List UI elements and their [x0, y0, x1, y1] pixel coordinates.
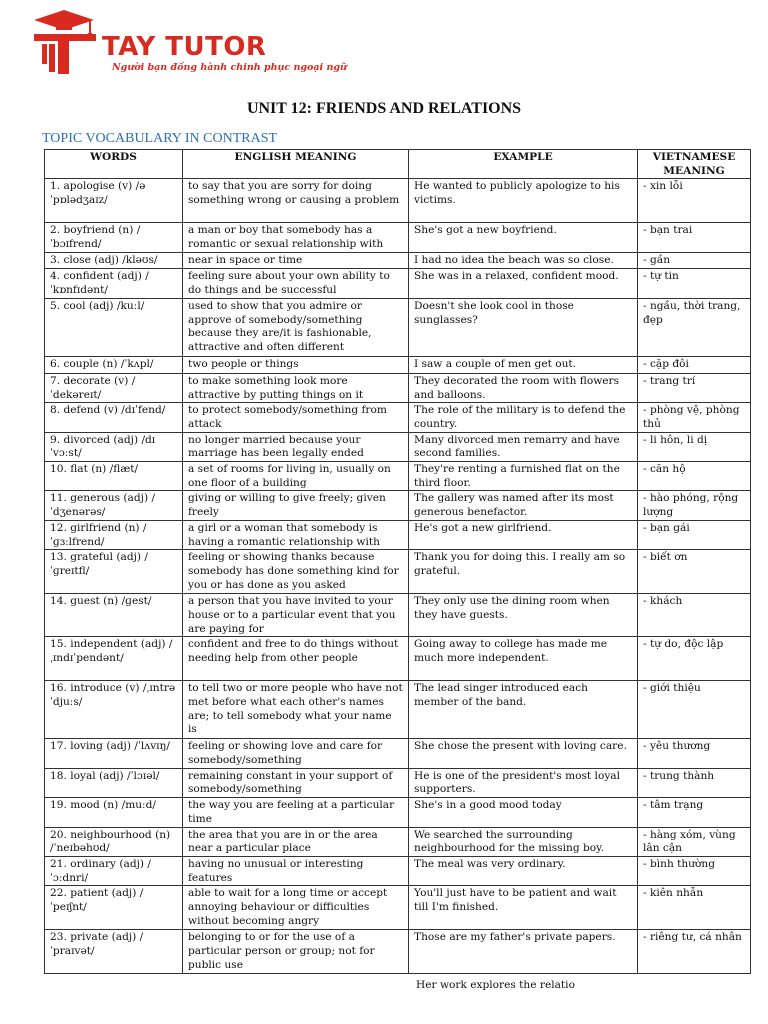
example-cell: The lead singer introduced each member of the band. [409, 681, 638, 739]
word-cell: 22. patient (adj) /ˈpeɪʃnt/ [45, 886, 183, 930]
header-english-meaning: ENGLISH MEANING [183, 150, 409, 179]
example-cell: Doesn't she look cool in those sunglasses? [409, 298, 638, 356]
example-cell: She's got a new boyfriend. [409, 223, 638, 252]
table-row [45, 223, 751, 252]
vietnamese-cell: - cặp đôi [638, 356, 751, 373]
example-cell: They decorated the room with flowers and balloons. [409, 373, 638, 402]
vietnamese-cell: - bình thường [638, 856, 751, 885]
meaning-cell: used to show that you admire or approve of somebody/something because they are/it is fashionable, attractive and often different [183, 298, 409, 356]
word-cell: 19. mood (n) /muːd/ [45, 798, 183, 827]
example-cell: She was in a relaxed, confident mood. [409, 268, 638, 298]
table-row [45, 930, 751, 973]
word-cell: 3. close (adj) /kləʊs/ [45, 252, 183, 268]
meaning-cell: no longer married because your marriage has been legally ended [183, 432, 409, 461]
section-subtitle: TOPIC VOCABULARY IN CONTRAST [42, 131, 278, 146]
meaning-cell: belonging to or for the use of a particular person or group; not for public use [183, 930, 409, 973]
vietnamese-cell: - giới thiệu [638, 681, 751, 739]
vietnamese-cell: - bạn gái [638, 520, 751, 549]
vietnamese-cell: - hàng xóm, vùng lân cận [638, 827, 751, 856]
example-cell: She's in a good mood today [409, 798, 638, 827]
word-cell: 15. independent (adj) /ˌɪndɪˈpendənt/ [45, 637, 183, 681]
word-cell: 9. divorced (adj) /dɪˈvɔːst/ [45, 432, 183, 461]
vietnamese-cell: - gần [638, 252, 751, 268]
word-cell: 5. cool (adj) /kuːl/ [45, 298, 183, 356]
vietnamese-cell: - tự do, độc lập [638, 637, 751, 681]
example-cell: We searched the surrounding neighbourhood for the missing boy. [409, 827, 638, 856]
table-row [45, 637, 751, 681]
meaning-cell: having no unusual or interesting features [183, 856, 409, 885]
table-row [45, 432, 751, 461]
meaning-cell: near in space or time [183, 252, 409, 268]
brand-name: TAY TUTOR [102, 32, 267, 62]
header-example: EXAMPLE [409, 150, 638, 179]
example-cell: Those are my father's private papers. [409, 930, 638, 973]
example-cell: The meal was very ordinary. [409, 856, 638, 885]
word-cell: 18. loyal (adj) /ˈlɔɪəl/ [45, 768, 183, 797]
word-cell: 14. guest (n) /ɡest/ [45, 594, 183, 637]
example-cell: They only use the dining room when they have guests. [409, 594, 638, 637]
table-row [45, 856, 751, 885]
word-cell: 8. defend (v) /dɪˈfend/ [45, 403, 183, 432]
meaning-cell: the area that you are in or the area near a particular place [183, 827, 409, 856]
header-words: WORDS [45, 150, 183, 179]
word-cell: 23. private (adj) /ˈpraɪvət/ [45, 930, 183, 973]
header-vietnamese-meaning: VIETNAMESE MEANING [638, 150, 751, 179]
word-cell: 17. loving (adj) /ˈlʌvɪŋ/ [45, 739, 183, 768]
example-cell: Many divorced men remarry and have second families. [409, 432, 638, 461]
meaning-cell: to tell two or more people who have not met before what each other's names are; to tell somebody what your name is [183, 681, 409, 739]
table-row [45, 298, 751, 356]
vietnamese-cell: - riêng tư, cá nhân [638, 930, 751, 973]
table-row [45, 827, 751, 856]
table-row [45, 491, 751, 520]
example-cell: He's got a new girlfriend. [409, 520, 638, 549]
vietnamese-cell: - căn hộ [638, 462, 751, 491]
vietnamese-cell: - yêu thương [638, 739, 751, 768]
meaning-cell: feeling or showing love and care for somebody/something [183, 739, 409, 768]
example-cell: Going away to college has made me much more independent. [409, 637, 638, 681]
meaning-cell: a set of rooms for living in, usually on one floor of a building [183, 462, 409, 491]
table-row [45, 594, 751, 637]
vietnamese-cell: - trang trí [638, 373, 751, 402]
meaning-cell: confident and free to do things without needing help from other people [183, 637, 409, 681]
word-cell: 11. generous (adj) /ˈdʒenərəs/ [45, 491, 183, 520]
vietnamese-cell: - bạn trai [638, 223, 751, 252]
page-title: UNIT 12: FRIENDS AND RELATIONS [246, 100, 522, 117]
meaning-cell: giving or willing to give freely; given freely [183, 491, 409, 520]
table-row [45, 373, 751, 402]
vietnamese-cell: - hào phóng, rộng lượng [638, 491, 751, 520]
brand-header [28, 8, 368, 78]
example-cell: The role of the military is to defend the country. [409, 403, 638, 432]
meaning-cell: two people or things [183, 356, 409, 373]
word-cell: 6. couple (n) /ˈkʌpl/ [45, 356, 183, 373]
word-cell: 16. introduce (v) /ˌɪntrəˈdjuːs/ [45, 681, 183, 739]
table-row [45, 356, 751, 373]
meaning-cell: the way you are feeling at a particular time [183, 798, 409, 827]
table-row [45, 886, 751, 930]
meaning-cell: to protect somebody/something from attack [183, 403, 409, 432]
table-row [45, 798, 751, 827]
word-cell: 20. neighbourhood (n) /ˈneɪbəhʊd/ [45, 827, 183, 856]
example-cell: He is one of the president's most loyal supporters. [409, 768, 638, 797]
brand-tagline: Người bạn đồng hành chinh phục ngoại ngữ [112, 62, 347, 73]
meaning-cell: feeling or showing thanks because somebody has done something kind for you or has done as you asked [183, 550, 409, 594]
example-cell: She chose the present with loving care. [409, 739, 638, 768]
example-cell: I saw a couple of men get out. [409, 356, 638, 373]
table-row [45, 462, 751, 491]
meaning-cell: a person that you have invited to your house or to a particular event that you are paying for [183, 594, 409, 637]
table-row [45, 768, 751, 797]
footer-text: Her work explores the relatio [416, 979, 575, 991]
meaning-cell: remaining constant in your support of somebody/something [183, 768, 409, 797]
vietnamese-cell: - trung thành [638, 768, 751, 797]
example-cell: I had no idea the beach was so close. [409, 252, 638, 268]
vietnamese-cell: - ngầu, thời trang, đẹp [638, 298, 751, 356]
vietnamese-cell: - xin lỗi [638, 179, 751, 223]
vietnamese-cell: - kiên nhẫn [638, 886, 751, 930]
meaning-cell: feeling sure about your own ability to do things and be successful [183, 268, 409, 298]
vietnamese-cell: - tự tin [638, 268, 751, 298]
vietnamese-cell: - tâm trạng [638, 798, 751, 827]
table-header-row [45, 150, 751, 179]
table-row [45, 179, 751, 223]
table-row [45, 520, 751, 549]
table-row [45, 252, 751, 268]
vocabulary-table [44, 149, 751, 974]
vietnamese-cell: - phòng vệ, phòng thủ [638, 403, 751, 432]
word-cell: 12. girlfriend (n) /ˈɡɜːlfrend/ [45, 520, 183, 549]
vietnamese-cell: - li hôn, li dị [638, 432, 751, 461]
word-cell: 21. ordinary (adj) /ˈɔːdnri/ [45, 856, 183, 885]
meaning-cell: to make something look more attractive by putting things on it [183, 373, 409, 402]
meaning-cell: a man or boy that somebody has a romantic or sexual relationship with [183, 223, 409, 252]
vietnamese-cell: - biết ơn [638, 550, 751, 594]
graduation-cap-logo-icon [28, 8, 98, 76]
word-cell: 2. boyfriend (n) /ˈbɔɪfrend/ [45, 223, 183, 252]
meaning-cell: to say that you are sorry for doing something wrong or causing a problem [183, 179, 409, 223]
word-cell: 13. grateful (adj) /ˈɡreɪtfl/ [45, 550, 183, 594]
word-cell: 4. confident (adj) /ˈkɒnfɪdənt/ [45, 268, 183, 298]
word-cell: 10. flat (n) /flæt/ [45, 462, 183, 491]
example-cell: Thank you for doing this. I really am so grateful. [409, 550, 638, 594]
word-cell: 1. apologise (v) /əˈpɒlədʒaɪz/ [45, 179, 183, 223]
table-row [45, 268, 751, 298]
example-cell: The gallery was named after its most generous benefactor. [409, 491, 638, 520]
table-row [45, 681, 751, 739]
meaning-cell: able to wait for a long time or accept annoying behaviour or difficulties without becoming angry [183, 886, 409, 930]
table-row [45, 403, 751, 432]
example-cell: He wanted to publicly apologize to his victims. [409, 179, 638, 223]
example-cell: They're renting a furnished flat on the third floor. [409, 462, 638, 491]
meaning-cell: a girl or a woman that somebody is having a romantic relationship with [183, 520, 409, 549]
vietnamese-cell: - khách [638, 594, 751, 637]
table-row [45, 550, 751, 594]
word-cell: 7. decorate (v) /ˈdekəreɪt/ [45, 373, 183, 402]
example-cell: You'll just have to be patient and wait till I'm finished. [409, 886, 638, 930]
table-row [45, 739, 751, 768]
